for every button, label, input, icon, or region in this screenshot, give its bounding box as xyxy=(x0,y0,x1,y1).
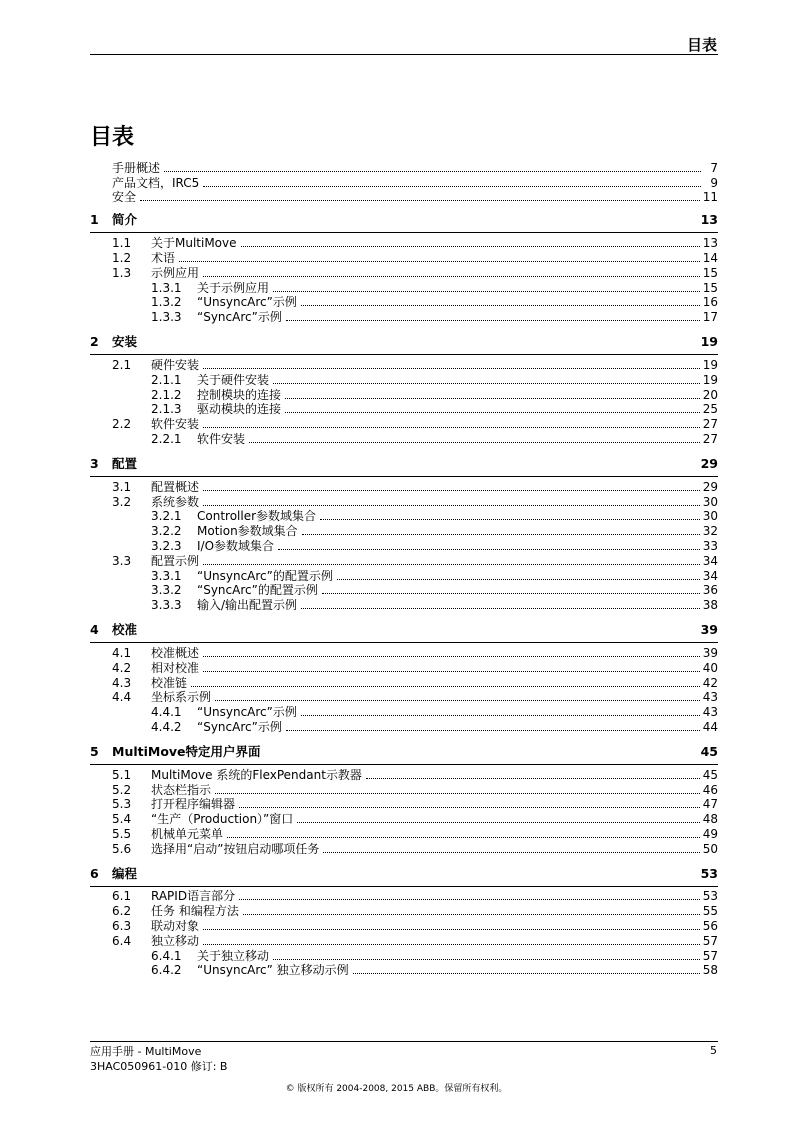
toc-dot-leader xyxy=(302,534,700,535)
toc-section-number: 5.4 xyxy=(112,812,132,827)
toc-page-number: 36 xyxy=(702,583,718,598)
toc-entry-row[interactable] xyxy=(90,309,718,324)
toc-chapter-row[interactable] xyxy=(90,330,718,355)
toc-page-number: 46 xyxy=(702,782,718,797)
toc-section-number: 5.6 xyxy=(112,841,132,856)
toc-chapter-row[interactable] xyxy=(90,208,718,233)
toc-page-number: 33 xyxy=(702,538,718,553)
toc-entry-row[interactable] xyxy=(90,660,718,675)
toc-dot-leader xyxy=(285,412,700,413)
toc-section-title: 硬件安装 xyxy=(151,357,200,372)
toc-dot-leader xyxy=(301,715,700,716)
toc-section-number: 5 xyxy=(90,743,99,759)
toc-dot-leader xyxy=(286,320,700,321)
toc-entry-row[interactable] xyxy=(90,523,718,538)
toc-entry-row[interactable] xyxy=(90,903,718,918)
toc-page-number: 39 xyxy=(702,645,718,660)
toc-dot-leader xyxy=(285,398,700,399)
toc-entry-row[interactable] xyxy=(90,250,718,265)
toc-section-title: 配置概述 xyxy=(151,479,200,494)
toc-chapter-row[interactable] xyxy=(90,618,718,643)
toc-section-title: RAPID语言部分 xyxy=(151,889,236,904)
footer-manual-title: 应用手册 - MultiMove xyxy=(90,1045,202,1058)
toc-section-number: 4.2 xyxy=(112,660,132,675)
toc-dot-leader xyxy=(203,490,700,491)
toc-section-number: 1.1 xyxy=(112,236,132,251)
toc-entry-row[interactable] xyxy=(90,690,718,705)
toc-section-number: 6.4 xyxy=(112,933,132,948)
toc-page-number: 39 xyxy=(700,622,718,638)
toc-page-number: 48 xyxy=(702,812,718,827)
toc-section-title: “SyncArc”的配置示例 xyxy=(197,583,318,598)
toc-page-number: 32 xyxy=(702,524,718,539)
toc-entry-row[interactable] xyxy=(90,704,718,719)
toc-entry-row[interactable] xyxy=(90,719,718,734)
toc-chapter-row[interactable] xyxy=(90,862,718,887)
toc-section-number: 1.3.2 xyxy=(151,295,182,310)
toc-page-number: 45 xyxy=(702,767,718,782)
toc-section-number: 3.3.1 xyxy=(151,568,182,583)
toc-entry-row[interactable] xyxy=(90,675,718,690)
toc-page-number: 30 xyxy=(702,494,718,509)
toc-section-title: 关于示例应用 xyxy=(197,280,270,295)
toc-page-number: 43 xyxy=(702,705,718,720)
toc-dot-leader xyxy=(227,837,700,838)
toc-section-number: 4.4.1 xyxy=(151,705,182,720)
toc-section-number: 1.2 xyxy=(112,250,132,265)
toc-section-title: 任务 和编程方法 xyxy=(151,904,239,919)
toc-section-title: “UnsyncArc” 独立移动示例 xyxy=(197,963,349,978)
toc-page-number: 57 xyxy=(702,933,718,948)
toc-section-title: 校准链 xyxy=(151,675,188,690)
toc-entry-row[interactable] xyxy=(90,494,718,509)
toc-entry-row[interactable] xyxy=(90,645,718,660)
toc-page-number: 30 xyxy=(702,509,718,524)
toc-page-number: 17 xyxy=(702,310,718,325)
toc-dot-leader xyxy=(203,944,700,945)
toc-section-title: “SyncArc”示例 xyxy=(197,310,282,325)
toc-section-title: MultiMove特定用户界面 xyxy=(112,743,261,759)
toc-dot-leader xyxy=(249,442,700,443)
toc-page-number: 9 xyxy=(710,175,718,190)
toc-page-number: 58 xyxy=(702,963,718,978)
toc-dot-leader xyxy=(191,686,700,687)
toc-dot-leader xyxy=(215,793,700,794)
toc-section-number: 2.1.3 xyxy=(151,402,182,417)
footer-info xyxy=(90,1044,227,1074)
toc-entry-row[interactable] xyxy=(90,295,718,310)
toc-dot-leader xyxy=(273,291,700,292)
toc-section-title: 关于独立移动 xyxy=(197,948,270,963)
toc-section-number: 2.1 xyxy=(112,357,132,372)
toc-section-number: 3.2.2 xyxy=(151,524,182,539)
toc-section-title: 输入/输出配置示例 xyxy=(197,598,298,613)
toc-page-number: 20 xyxy=(702,387,718,402)
toc-page-number: 34 xyxy=(702,553,718,568)
toc-section-title: I/O参数域集合 xyxy=(197,538,275,553)
toc-page-number: 29 xyxy=(700,455,718,471)
toc-section-number: 6.4.2 xyxy=(151,963,182,978)
toc-section-title: 术语 xyxy=(151,250,176,265)
toc-section-number: 2.2 xyxy=(112,417,132,432)
toc-dot-leader xyxy=(203,368,700,369)
toc-section-title: 关于MultiMove xyxy=(151,236,237,251)
toc-dot-leader xyxy=(366,778,700,779)
toc-section-number: 5.2 xyxy=(112,782,132,797)
toc-page-number: 27 xyxy=(702,431,718,446)
toc-dot-leader xyxy=(164,171,701,172)
toc-section-number: 1.3.1 xyxy=(151,280,182,295)
toc-page-number: 16 xyxy=(702,295,718,310)
toc-section-title: 软件安装 xyxy=(197,431,246,446)
toc-section-title: 选择用“启动”按钮启动哪项任务 xyxy=(151,841,320,856)
toc-section-title: 产品文档，IRC5 xyxy=(112,175,200,190)
toc-section-title: 关于硬件安装 xyxy=(197,372,270,387)
toc-entry-row[interactable] xyxy=(90,933,718,948)
toc-dot-leader xyxy=(337,579,700,580)
toc-dot-leader xyxy=(203,427,700,428)
toc-section-number: 3.1 xyxy=(112,479,132,494)
toc-dot-leader xyxy=(239,899,700,900)
toc-section-title: 安全 xyxy=(112,190,137,205)
toc-section-number: 6.1 xyxy=(112,889,132,904)
toc-entry-row[interactable] xyxy=(90,357,718,372)
toc-entry-row[interactable] xyxy=(90,372,718,387)
toc-dot-leader xyxy=(215,700,700,701)
footer-page-number: 5 xyxy=(710,1044,717,1057)
toc-section-title: 打开程序编辑器 xyxy=(151,797,236,812)
toc-entry-row[interactable] xyxy=(90,509,718,524)
toc-section-number: 1 xyxy=(90,212,99,228)
toc-page-number: 47 xyxy=(702,797,718,812)
toc-entry-row[interactable] xyxy=(90,387,718,402)
toc-page-number: 29 xyxy=(702,479,718,494)
toc-page-number: 34 xyxy=(702,568,718,583)
toc-page-number: 53 xyxy=(702,889,718,904)
toc-section-number: 4.4 xyxy=(112,690,132,705)
toc-entry-row[interactable] xyxy=(90,402,718,417)
toc-section-number: 6.2 xyxy=(112,904,132,919)
toc-entry-row[interactable] xyxy=(90,553,718,568)
toc-page-number: 13 xyxy=(700,212,718,228)
toc-entry-row[interactable] xyxy=(90,948,718,963)
toc-section-number: 3.3.2 xyxy=(151,583,182,598)
toc-section-number: 6.3 xyxy=(112,919,132,934)
toc-page-number: 49 xyxy=(702,826,718,841)
toc-section-title: “SyncArc”示例 xyxy=(197,719,282,734)
toc-dot-leader xyxy=(243,914,700,915)
toc-page-number: 38 xyxy=(702,598,718,613)
toc-section-title: “UnsyncArc”的配置示例 xyxy=(197,568,333,583)
page-title: 目表 xyxy=(90,125,135,150)
toc-entry-row[interactable] xyxy=(90,811,718,826)
toc-dot-leader xyxy=(203,671,700,672)
toc-entry-row[interactable] xyxy=(90,889,718,904)
running-header-title: 目表 xyxy=(686,36,717,54)
toc-page-number: 55 xyxy=(702,904,718,919)
toc-section-number: 6.4.1 xyxy=(151,948,182,963)
toc-entry-row[interactable] xyxy=(90,767,718,782)
toc-entry-row[interactable] xyxy=(90,160,718,175)
toc-section-number: 3.3.3 xyxy=(151,598,182,613)
toc-dot-leader xyxy=(140,200,700,201)
toc-dot-leader xyxy=(322,593,700,594)
toc-page-number: 43 xyxy=(702,690,718,705)
toc-section-number: 4.4.2 xyxy=(151,719,182,734)
toc-section-number: 4 xyxy=(90,622,99,638)
toc-page-number: 50 xyxy=(702,841,718,856)
toc-dot-leader xyxy=(273,959,700,960)
toc-section-title: 系统参数 xyxy=(151,494,200,509)
toc-section-number: 2 xyxy=(90,334,99,350)
toc-dot-leader xyxy=(239,807,700,808)
toc-section-title: 安装 xyxy=(112,334,138,350)
toc-page-number: 27 xyxy=(702,417,718,432)
toc-dot-leader xyxy=(179,261,700,262)
toc-section-title: 坐标系示例 xyxy=(151,690,212,705)
toc-dot-leader xyxy=(286,730,700,731)
toc-section-title: Motion参数域集合 xyxy=(197,524,298,539)
toc-entry-row[interactable] xyxy=(90,416,718,431)
toc-entry-row[interactable] xyxy=(90,190,718,205)
toc-section-title: “生产（Production）”窗口 xyxy=(151,812,294,827)
toc-dot-leader xyxy=(203,656,700,657)
toc-page-number: 19 xyxy=(700,334,718,350)
toc-page-number: 15 xyxy=(702,280,718,295)
toc-page-number: 11 xyxy=(702,190,718,205)
toc-entry-row[interactable] xyxy=(90,841,718,856)
toc-section-title: 机械单元菜单 xyxy=(151,826,224,841)
copyright-notice: © 版权所有 2004-2008, 2015 ABB。保留所有权利。 xyxy=(285,1084,508,1094)
toc-entry-row[interactable] xyxy=(90,918,718,933)
toc-dot-leader xyxy=(301,305,700,306)
toc-page-number: 15 xyxy=(702,265,718,280)
toc-entry-row[interactable] xyxy=(90,235,718,250)
toc-entry-row[interactable] xyxy=(90,265,718,280)
toc-section-number: 3.2.3 xyxy=(151,538,182,553)
footer-divider xyxy=(90,1041,718,1042)
toc-section-number: 2.1.1 xyxy=(151,372,182,387)
toc-section-number: 3.2.1 xyxy=(151,509,182,524)
toc-entry-row[interactable] xyxy=(90,568,718,583)
toc-page-number: 56 xyxy=(702,919,718,934)
toc-dot-leader xyxy=(241,246,700,247)
header-divider xyxy=(90,54,718,55)
toc-entry-row[interactable] xyxy=(90,280,718,295)
toc-dot-leader xyxy=(301,608,700,609)
toc-dot-leader xyxy=(297,822,699,823)
toc-section-number: 3 xyxy=(90,455,99,471)
toc-entry-row[interactable] xyxy=(90,479,718,494)
toc-section-title: 相对校准 xyxy=(151,660,200,675)
toc-page-number: 40 xyxy=(702,660,718,675)
toc-page-number: 19 xyxy=(702,372,718,387)
toc-dot-leader xyxy=(203,186,701,187)
toc-section-number: 5.1 xyxy=(112,767,132,782)
toc-section-title: Controller参数域集合 xyxy=(197,509,317,524)
toc-section-title: 简介 xyxy=(112,212,138,228)
toc-dot-leader xyxy=(203,929,700,930)
toc-section-title: 状态栏指示 xyxy=(151,782,212,797)
toc-section-title: 配置 xyxy=(112,455,138,471)
toc-section-number: 2.1.2 xyxy=(151,387,182,402)
toc-section-number: 3.2 xyxy=(112,494,132,509)
toc-section-title: 驱动模块的连接 xyxy=(197,402,282,417)
toc-dot-leader xyxy=(278,549,700,550)
toc-section-title: 独立移动 xyxy=(151,933,200,948)
toc-section-title: 配置示例 xyxy=(151,553,200,568)
toc-section-title: 联动对象 xyxy=(151,919,200,934)
toc-dot-leader xyxy=(203,276,700,277)
toc-dot-leader xyxy=(323,852,699,853)
toc-entry-row[interactable] xyxy=(90,826,718,841)
toc-dot-leader xyxy=(273,383,700,384)
toc-page-number: 13 xyxy=(702,236,718,251)
toc-entry-row[interactable] xyxy=(90,963,718,978)
toc-entry-row[interactable] xyxy=(90,431,718,446)
toc-page-number: 45 xyxy=(700,743,718,759)
toc-section-title: 软件安装 xyxy=(151,417,200,432)
toc-entry-row[interactable] xyxy=(90,583,718,598)
toc-section-title: 校准 xyxy=(112,622,138,638)
toc-section-number: 4.1 xyxy=(112,645,132,660)
toc-page-number: 19 xyxy=(702,357,718,372)
toc-chapter-row[interactable] xyxy=(90,740,718,765)
toc-entry-row[interactable] xyxy=(90,797,718,812)
toc-section-number: 5.3 xyxy=(112,797,132,812)
toc-dot-leader xyxy=(353,973,700,974)
toc-page-number: 53 xyxy=(700,865,718,881)
toc-section-title: “UnsyncArc”示例 xyxy=(197,705,297,720)
toc-page-number: 14 xyxy=(702,250,718,265)
toc-entry-row[interactable] xyxy=(90,175,718,190)
toc-section-title: 示例应用 xyxy=(151,265,200,280)
toc-page-number: 7 xyxy=(710,160,718,175)
toc-section-title: 校准概述 xyxy=(151,645,200,660)
toc-page-number: 44 xyxy=(702,719,718,734)
toc-page-number: 57 xyxy=(702,948,718,963)
toc-section-title: MultiMove 系统的FlexPendant示教器 xyxy=(151,767,362,782)
toc-entry-row[interactable] xyxy=(90,538,718,553)
toc-section-title: 编程 xyxy=(112,865,138,881)
toc-dot-leader xyxy=(203,505,700,506)
toc-section-number: 6 xyxy=(90,865,99,881)
toc-section-number: 5.5 xyxy=(112,826,132,841)
toc-section-number: 1.3 xyxy=(112,265,132,280)
toc-chapter-row[interactable] xyxy=(90,452,718,477)
toc-dot-leader xyxy=(320,519,700,520)
toc-section-number: 4.3 xyxy=(112,675,132,690)
toc-entry-row[interactable] xyxy=(90,597,718,612)
toc-dot-leader xyxy=(203,564,700,565)
toc-page-number: 42 xyxy=(702,675,718,690)
toc-section-number: 3.3 xyxy=(112,553,132,568)
table-of-contents xyxy=(90,160,718,977)
toc-page-number: 25 xyxy=(702,402,718,417)
toc-entry-row[interactable] xyxy=(90,782,718,797)
toc-section-number: 2.2.1 xyxy=(151,431,182,446)
footer-doc-id: 3HAC050961-010 修订: B xyxy=(90,1060,228,1073)
toc-section-number: 1.3.3 xyxy=(151,310,182,325)
toc-section-title: 控制模块的连接 xyxy=(197,387,282,402)
toc-section-title: “UnsyncArc”示例 xyxy=(197,295,297,310)
toc-section-title: 手册概述 xyxy=(112,160,161,175)
